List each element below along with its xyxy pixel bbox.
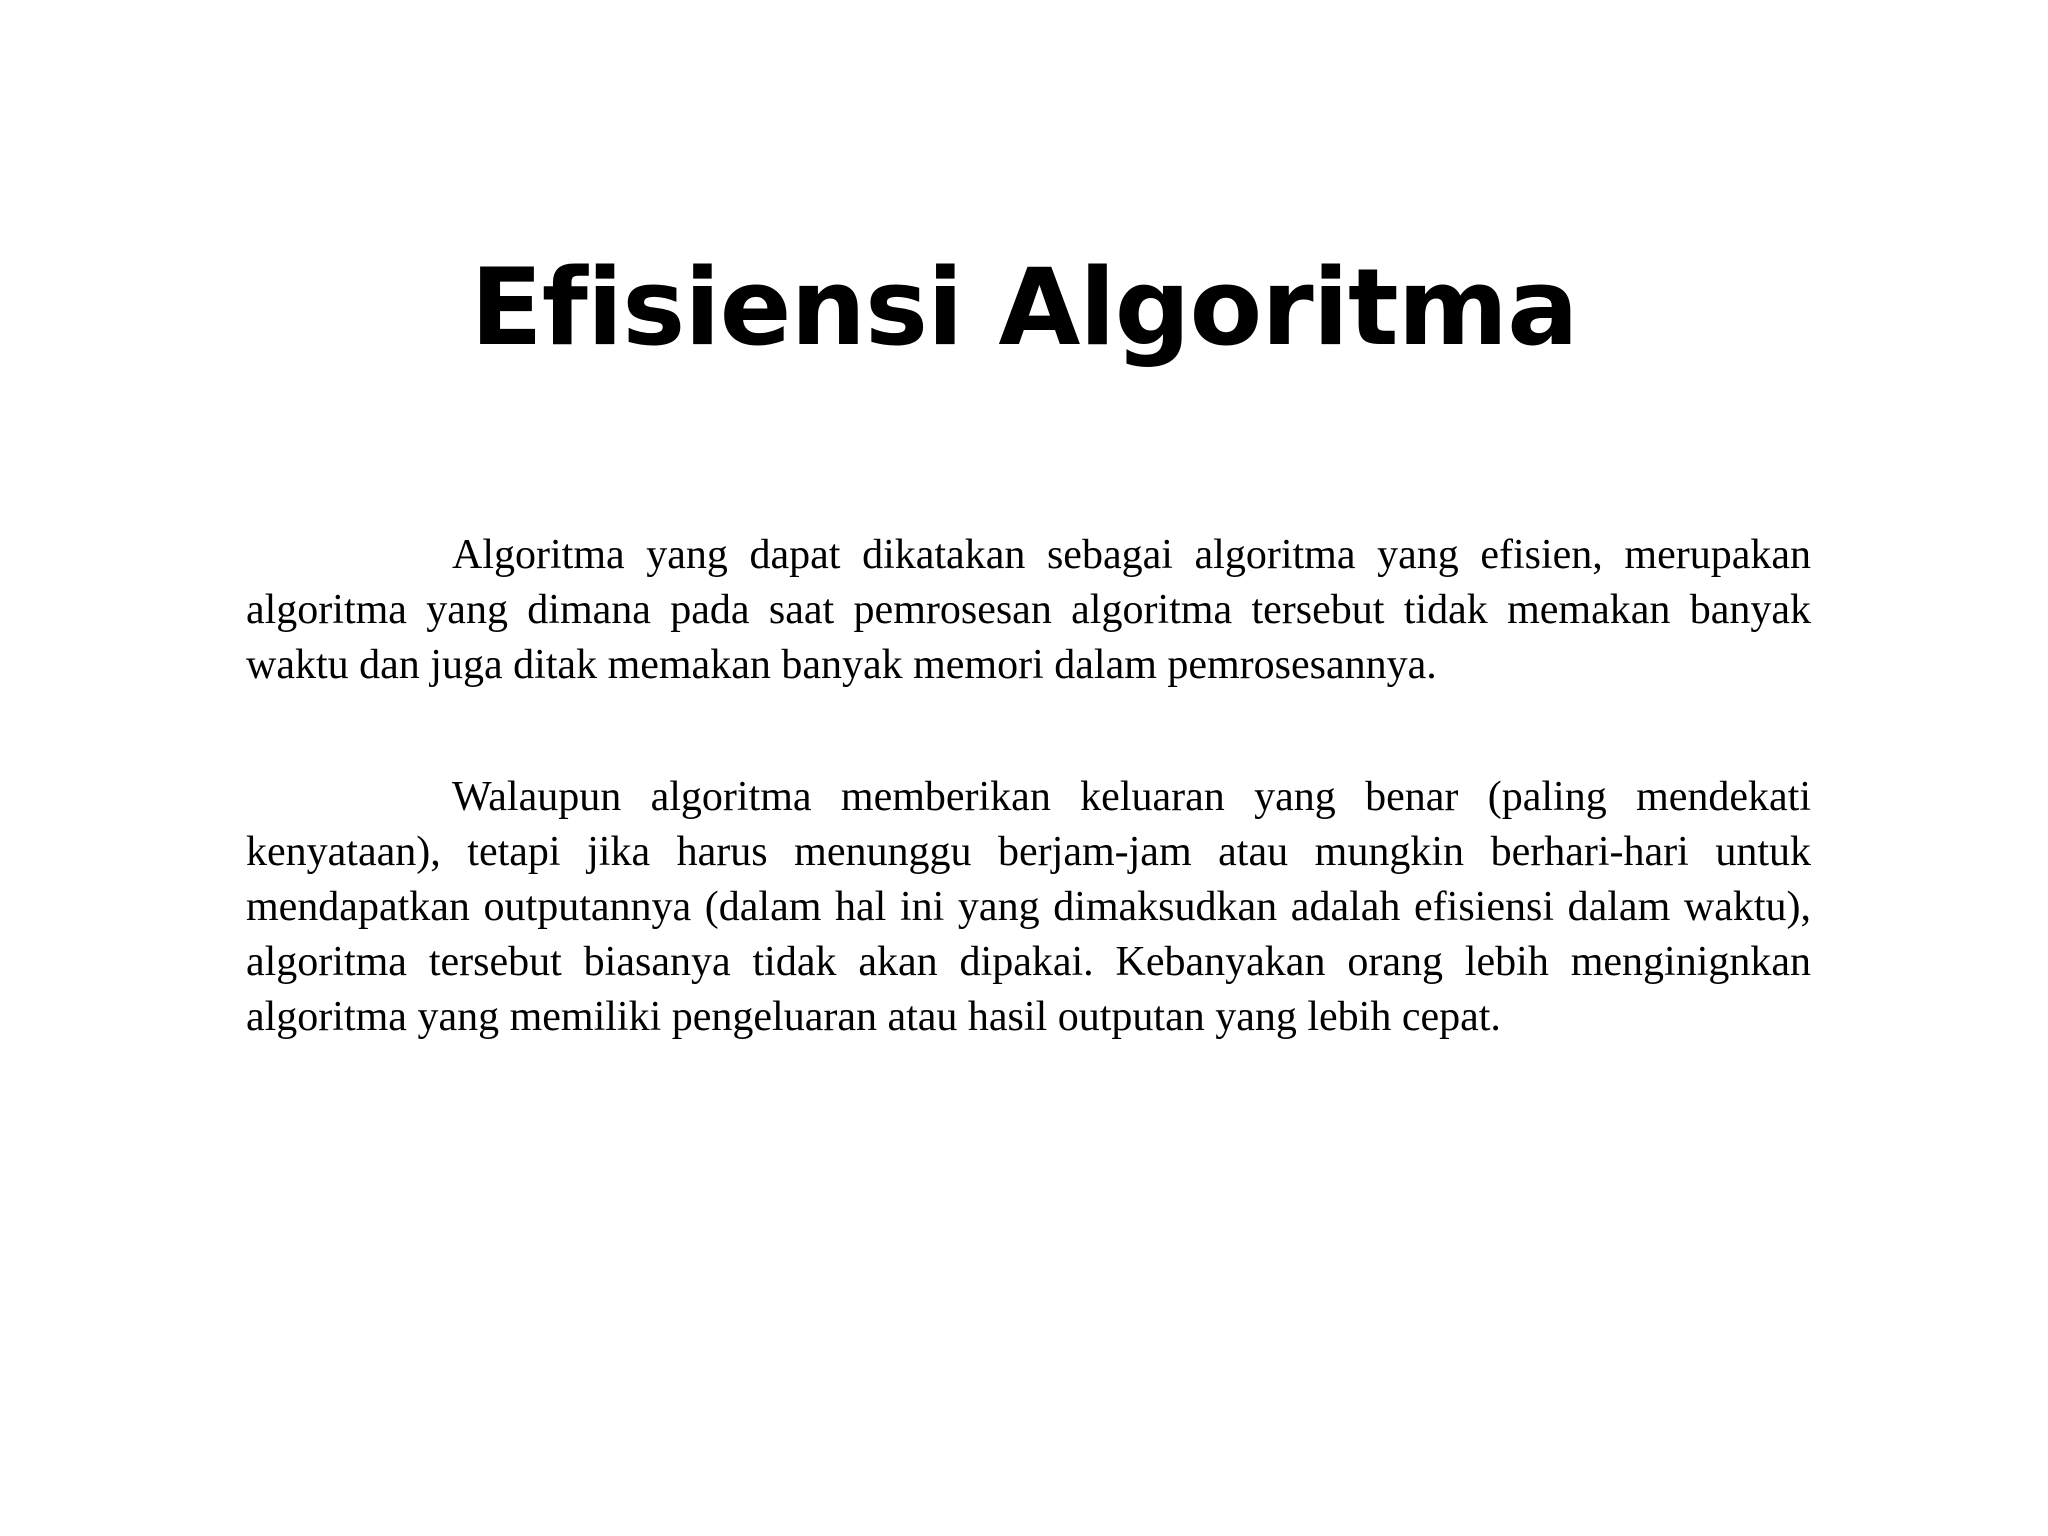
- slide-body: [246, 528, 1811, 1045]
- paragraph-definition: Algoritma yang dapat dikatakan sebagai algoritma yang efisien, merupakan algoritma yang dimana pada saat pemrosesan algoritma tersebut tidak memakan banyak waktu dan juga ditak memakan banyak memori dalam pemrosesannya.: [246, 532, 1811, 688]
- paragraph-explanation: Walaupun algoritma memberikan keluaran yang benar (paling mendekati kenyataan), tetapi jika harus menunggu berjam-jam atau mungkin berhari-hari untuk mendapatkan outputannya (dalam hal ini yang dimaksudkan adalah efisiensi dalam waktu), algoritma tersebut biasanya tidak akan dipakai. Kebanyakan orang lebih menginignkan algoritma yang memiliki pengeluaran atau hasil outputan yang lebih cepat.: [246, 774, 1811, 1040]
- slide-title: Efisiensi Algoritma: [470, 246, 1578, 369]
